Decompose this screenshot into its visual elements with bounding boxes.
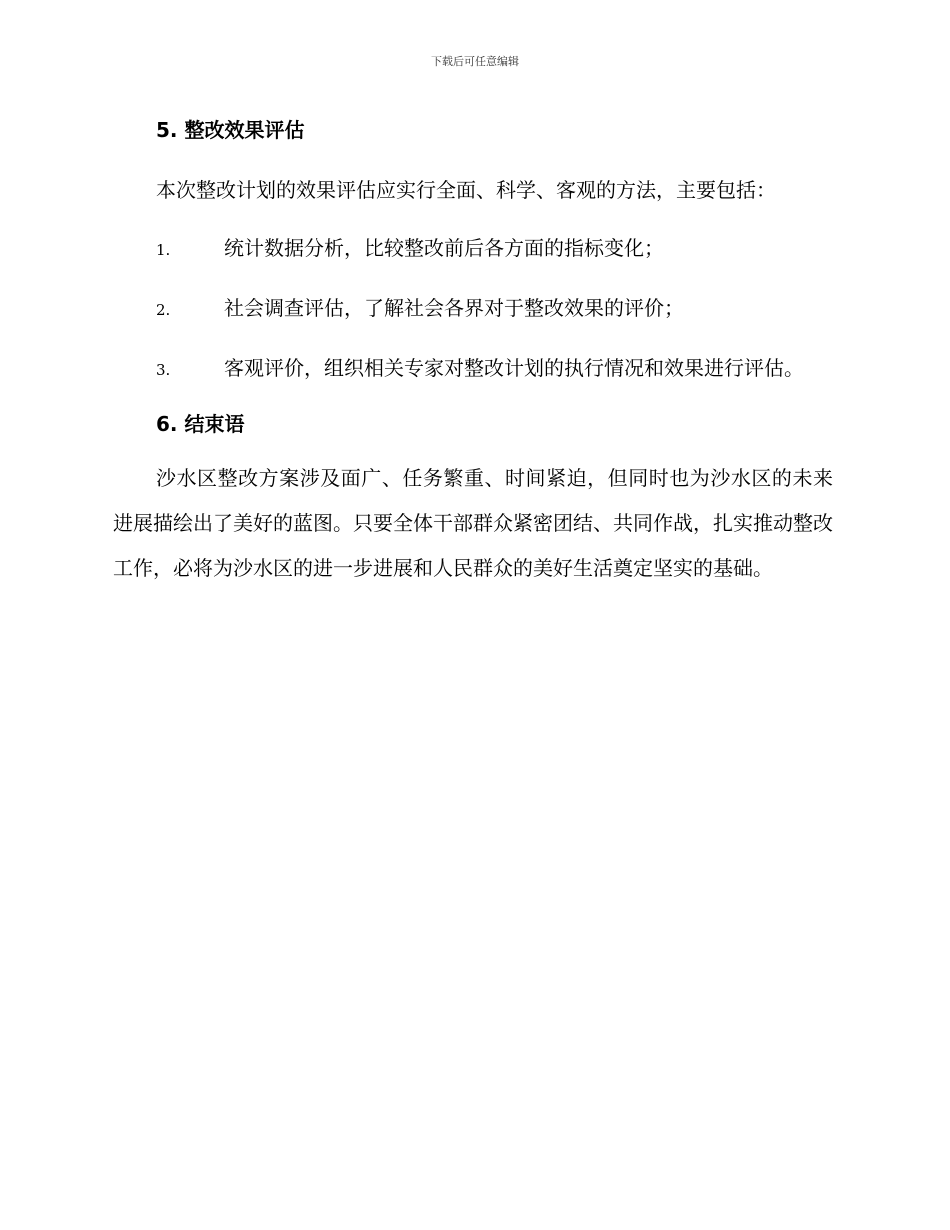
list-item-text: 社会调查评估，了解社会各界对于整改效果的评价； <box>224 296 684 320</box>
page-header-note: 下载后可任意编辑 <box>431 55 519 68</box>
section-6-body: 沙水区整改方案涉及面广、任务繁重、时间紧迫，但同时也为沙水区的未来进展描绘出了美好的蓝图。只要全体干部群众紧密团结、共同作战，扎实推动整改工作，必将为沙水区的进一步进展和人民群众的美好生活奠定坚实的基础。 <box>113 466 833 580</box>
list-item-number: 3. <box>156 361 171 379</box>
list-item-text: 统计数据分析，比较整改前后各方面的指标变化； <box>224 236 664 260</box>
document-body <box>113 112 833 591</box>
list-item-text: 客观评价，组织相关专家对整改计划的执行情况和效果进行评估。 <box>224 356 804 380</box>
list-item <box>113 226 833 273</box>
list-item <box>113 286 833 333</box>
list-item-number: 2. <box>156 301 171 319</box>
section-6-heading: 6. 结束语 <box>156 412 245 436</box>
list-item-number: 1. <box>156 241 171 259</box>
section-5-intro: 本次整改计划的效果评估应实行全面、科学、客观的方法，主要包括： <box>156 178 776 202</box>
section-5-heading: 5. 整改效果评估 <box>156 118 305 142</box>
list-item <box>113 346 833 393</box>
